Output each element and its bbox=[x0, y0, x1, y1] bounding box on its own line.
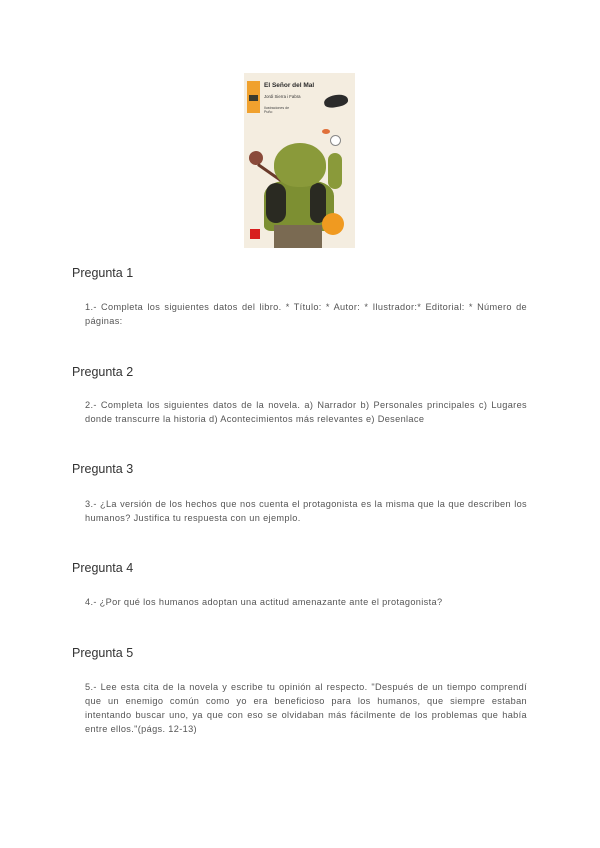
cover-title: El Señor del Mal bbox=[264, 82, 315, 89]
question-2-heading: Pregunta 2 bbox=[72, 365, 134, 379]
question-3-heading: Pregunta 3 bbox=[72, 462, 134, 476]
publisher-logo bbox=[250, 229, 260, 239]
question-1-heading: Pregunta 1 bbox=[72, 266, 134, 280]
cover-author: Jordi Sierra i Fabra bbox=[264, 94, 301, 99]
club-illustration bbox=[249, 151, 263, 165]
ogre-legs-illustration bbox=[274, 225, 322, 248]
question-4-text: 4.- ¿Por qué los humanos adoptan una actitud amenazante ante el protagonista? bbox=[85, 597, 443, 607]
question-4-heading: Pregunta 4 bbox=[72, 561, 134, 575]
cover-badge bbox=[322, 213, 344, 235]
question-5-text: 5.- Lee esta cita de la novela y escribe tu opinión al respecto. "Después de un tiempo comprendí que un enemigo común como yo era beneficioso para los humanos, que siempre estaban intentando buscar uno, ya que con eso se olvidaban más fácilmente de los problemas que había entre ellos."(págs. 12-13) bbox=[85, 682, 527, 734]
ogre-vest-left bbox=[266, 183, 286, 223]
butterfly-illustration bbox=[322, 129, 330, 134]
book-cover-image bbox=[244, 73, 355, 248]
series-logo bbox=[247, 81, 260, 113]
cover-illustrator: Ilustraciones de Puño bbox=[264, 106, 290, 114]
series-logo-building bbox=[249, 95, 258, 101]
ogre-head-illustration bbox=[274, 143, 326, 187]
question-5-heading: Pregunta 5 bbox=[72, 646, 134, 660]
question-3-text: 3.- ¿La versión de los hechos que nos cuenta el protagonista es la misma que la que describen los humanos? Justifica tu respuesta con un ejemplo. bbox=[85, 499, 527, 523]
question-1-text: 1.- Completa los siguientes datos del libro. * Título: * Autor: * Ilustrador:* Editorial: * Número de páginas: bbox=[85, 302, 527, 326]
bat-illustration bbox=[323, 93, 349, 109]
question-2-text: 2.- Completa los siguientes datos de la novela. a) Narrador b) Personales principales c) Lugares donde transcurre la historia d) Acontecimientos más relevantes e) Desenlace bbox=[85, 400, 527, 424]
flower-illustration bbox=[330, 135, 341, 146]
ogre-arm-illustration bbox=[328, 153, 342, 189]
